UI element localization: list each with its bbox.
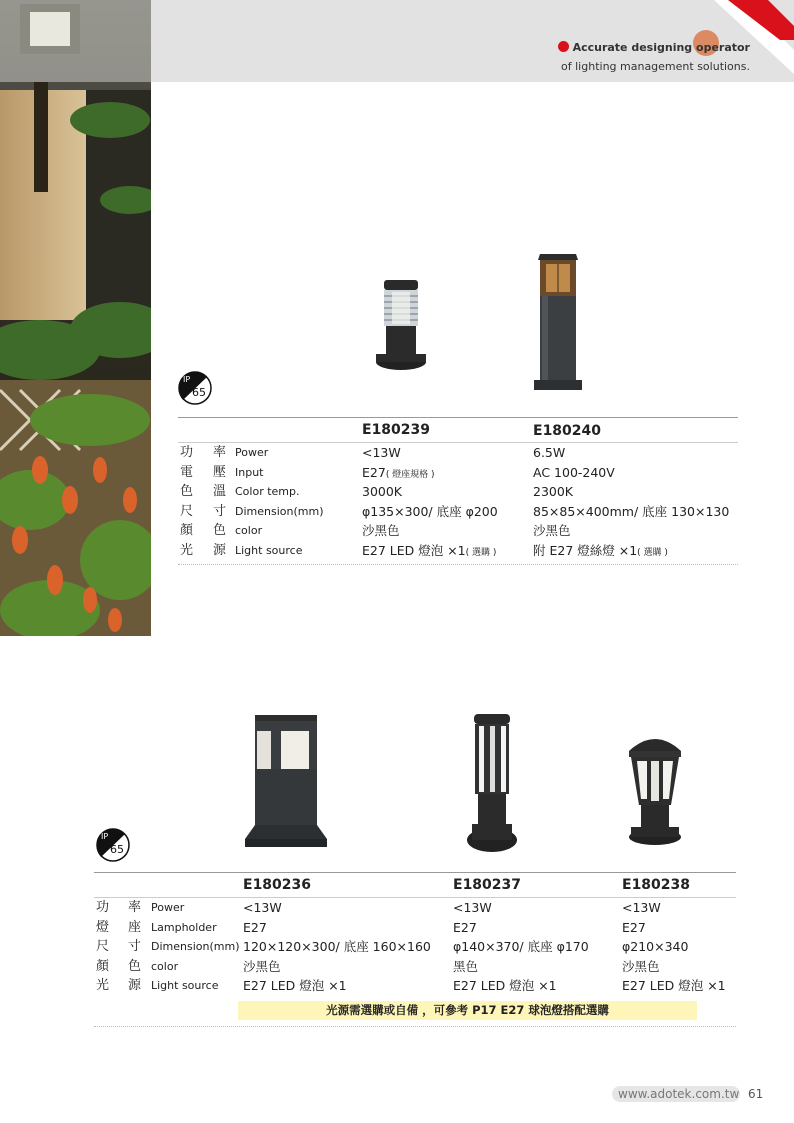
spec-value-text: E27 LED 燈泡 ×1 [362, 542, 466, 558]
spec-value [362, 541, 496, 563]
spec-label-zh: 功 [180, 445, 194, 460]
spec-value [243, 918, 267, 937]
garden-photo [0, 0, 151, 636]
spec-label-en: Dimension(mm) [235, 504, 324, 518]
model-e180239: E180239 [362, 422, 431, 438]
spec-value-text: E27 [622, 919, 646, 935]
table-bottom-rule [94, 1026, 736, 1027]
spec-label-zh: 寸 [213, 503, 227, 519]
spec-value [243, 957, 281, 976]
footer-url: www.adotek.com.tw [618, 1087, 740, 1101]
spec-label-zh: 寸 [128, 939, 142, 954]
spec-value [243, 937, 431, 956]
spec-value-text: φ210×340 [622, 939, 689, 954]
spec-value-text: 3000K [362, 484, 403, 499]
spec-value [362, 443, 401, 462]
spec-value [533, 502, 729, 521]
model-e180236: E180236 [243, 877, 312, 893]
spec-label-en: Power [151, 901, 185, 914]
spec-value-text: E27 LED 燈泡 ×1 [622, 978, 726, 993]
spec-value-text: E27 [362, 464, 386, 480]
spec-value [622, 976, 726, 995]
table-top-rule [178, 417, 738, 418]
spec-value-note: ( 選購 ) [465, 547, 497, 558]
spec-label-zh: 色 [213, 523, 227, 538]
spec-value-text: 沙黑色 [243, 958, 281, 974]
spec-label-en: Power [235, 446, 269, 459]
page-number: 61 [748, 1087, 764, 1101]
tagline-line1: Accurate designing operator [572, 41, 750, 54]
spec-value-text: <13W [453, 900, 492, 915]
spec-label-en: Input [235, 465, 264, 479]
spec-value-text: E27 [453, 919, 477, 935]
light-source-note: 光源需選購或自備 ，可參考 P17 E27 球泡燈搭配選購 [238, 1001, 697, 1020]
spec-value-text: 120×120×300/ 底座 160×160 [243, 939, 431, 954]
model-e180238: E180238 [622, 877, 691, 893]
spec-value [533, 443, 565, 462]
spec-value [243, 898, 282, 917]
spec-label-zh: 光 [180, 542, 194, 558]
spec-value-text: 黑色 [453, 958, 479, 974]
spec-label-zh: 顏 [180, 523, 194, 538]
spec-label-zh: 尺 [96, 939, 110, 954]
spec-value [453, 937, 589, 956]
spec-value-text: AC 100-240V [533, 464, 615, 480]
spec-value [622, 937, 688, 956]
spec-label-zh: 光 [96, 978, 110, 993]
spec-value-text: 6.5W [533, 445, 566, 460]
spec-value-text: <13W [362, 445, 401, 460]
spec-value [453, 976, 557, 995]
spec-label-en: Dimension(mm) [151, 940, 240, 953]
spec-value [622, 918, 646, 937]
model-e180240: E180240 [533, 423, 602, 439]
spec-label-zh: 色 [180, 484, 194, 499]
spec-value-text: <13W [622, 900, 661, 915]
spec-value [453, 957, 478, 976]
spec-value-text: φ140×370/ 底座 φ170 [453, 939, 589, 954]
tagline-line2: of lighting management solutions. [561, 60, 750, 73]
spec-label-en: Light source [235, 543, 303, 557]
spec-label-zh: 溫 [213, 484, 227, 499]
spec-value [453, 918, 477, 937]
spec-value [533, 541, 668, 563]
product-image-e180237 [466, 712, 520, 854]
table-bottom-rule [178, 564, 738, 565]
spec-value-text: 2300K [533, 484, 574, 499]
spec-value [533, 482, 573, 501]
spec-label-en: color [151, 959, 179, 973]
spec-value-text: 沙黑色 [533, 523, 571, 538]
spec-value [453, 898, 492, 917]
ip-badge [96, 828, 130, 862]
spec-value [533, 521, 571, 540]
spec-label-zh: 電 [180, 464, 194, 480]
spec-value [622, 957, 660, 976]
product-image-e180239 [374, 278, 428, 373]
spec-label-zh: 顏 [96, 958, 110, 974]
spec-value [622, 898, 661, 917]
spec-value [243, 976, 347, 995]
spec-label-zh: 源 [128, 978, 142, 993]
spec-label-zh: 尺 [180, 503, 194, 519]
spec-value [362, 502, 498, 521]
spec-label-zh: 功 [96, 900, 110, 915]
spec-label-zh: 率 [213, 445, 227, 460]
ip-label: IP [101, 832, 109, 841]
spec-label-zh: 座 [128, 919, 142, 935]
product-image-e180238 [625, 733, 685, 847]
spec-value-note: ( 燈座規格 ) [385, 469, 435, 480]
product-image-e180240 [532, 250, 584, 392]
spec-label-en: color [235, 524, 263, 537]
spec-value-text: 沙黑色 [622, 958, 660, 974]
spec-value-text: E27 LED 燈泡 ×1 [243, 978, 347, 993]
spec-value [533, 463, 615, 482]
spec-value-text: φ135×300/ 底座 φ200 [362, 503, 498, 519]
spec-value-text: <13W [243, 900, 282, 915]
spec-label-zh: 率 [128, 900, 142, 915]
model-e180237: E180237 [453, 877, 522, 893]
spec-value-text: 附 E27 燈絲燈 ×1 [533, 542, 638, 558]
ip-rating: 65 [110, 843, 124, 856]
spec-label-zh: 燈 [96, 919, 110, 935]
spec-value [362, 482, 402, 501]
red-dot-icon [558, 41, 569, 52]
spec-value [362, 521, 400, 540]
tagline [558, 38, 750, 76]
spec-value-text: 沙黑色 [362, 523, 400, 538]
ip-label: IP [183, 375, 191, 384]
ip-rating: 65 [192, 386, 206, 399]
spec-label-zh: 色 [128, 958, 142, 974]
product-image-e180236 [243, 713, 329, 849]
spec-label-en: Light source [151, 979, 219, 992]
spec-value-note: ( 選購 ) [637, 547, 668, 558]
spec-label-en: Lampholder [151, 920, 217, 934]
spec-value-text: 85×85×400mm/ 底座 130×130 [533, 503, 730, 519]
table-top-rule [94, 872, 736, 873]
spec-value-text: E27 [243, 919, 267, 935]
spec-label-en: Color temp. [235, 485, 300, 498]
spec-label-zh: 壓 [213, 464, 227, 480]
ip-badge [178, 371, 212, 405]
spec-value-text: E27 LED 燈泡 ×1 [453, 978, 557, 993]
spec-label-zh: 源 [213, 542, 227, 558]
